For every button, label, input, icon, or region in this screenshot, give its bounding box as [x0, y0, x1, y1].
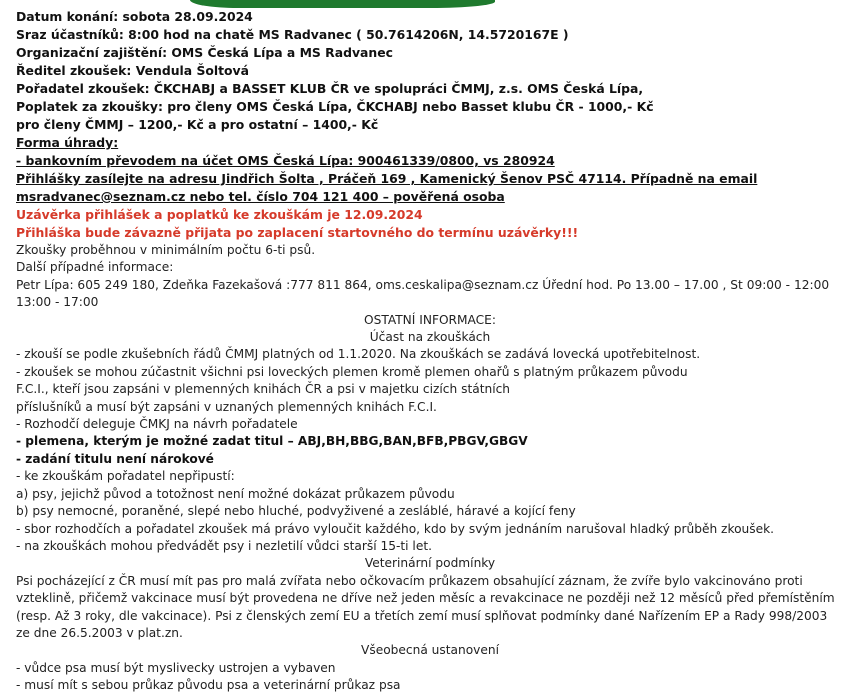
- participation-line: příslušníků a musí být zapsáni v uznaných plemenných knihách F.C.I.: [16, 399, 437, 414]
- office-hours-cont: 13:00 - 17:00: [16, 295, 99, 310]
- more-info-label: Další případné informace:: [16, 260, 174, 275]
- participation-title: Účast na zkouškách: [369, 330, 491, 345]
- participation-line: - zkouší se podle zkušebních řádů ČMMJ platných od 1.1.2020. Na zkouškách se zadává lovecká upotřebitelnost.: [16, 347, 701, 362]
- breeds-title-line: - plemena, kterým je možné zadat titul – ABJ,BH,BBG,BAN,BFB,PBGV,GBGV: [16, 434, 528, 449]
- exclusion-line: - sbor rozhodčích a pořadatel zkoušek má právo vyloučit každého, kdo by svým jednáním narušoval hladký průběh zkoušek.: [16, 521, 775, 536]
- vet-line: vzteklině, přičemž vakcinace musí být provedena ne dříve než jeden měsíc a revakcinace ne později než 12 měsíců před přemístěním: [16, 591, 835, 606]
- participation-line: F.C.I., kteří jsou zapsáni v plemenných knihách ČR a psi v majetku cizích státních: [16, 382, 511, 397]
- payment-heading: Forma úhrady:: [16, 135, 119, 150]
- vet-title: Veterinární podmínky: [364, 556, 496, 571]
- binding-notice: Přihláška bude závazně přijata po zaplacení startovného do termínu uzávěrky!!!: [16, 225, 579, 240]
- exclusion-line: b) psy nemocné, poraněné, slepé nebo hluché, podvyživené a zesláblé, háravé a kojící feny: [16, 504, 576, 519]
- min-dogs-note: Zkoušky proběhnou v minimálním počtu 6-ti psů.: [16, 243, 316, 257]
- top-banner-decoration: [190, 0, 495, 8]
- general-title: Všeobecná ustanovení: [361, 643, 499, 658]
- participation-line: - Rozhodčí deleguje ČMKJ na návrh pořadatele: [16, 417, 298, 432]
- vet-line: ze dne 26.5.2003 v plat.zn.: [16, 625, 183, 640]
- other-info-title: OSTATNÍ INFORMACE:: [364, 312, 496, 327]
- meeting-point: Sraz účastníků: 8:00 hod na chatě MS Radvanec ( 50.7614206N, 14.5720167E ): [16, 27, 569, 42]
- fee-line-1: Poplatek za zkoušky: pro členy OMS Česká Lípa, ČKCHABJ nebo Basset klubu ČR - 1000,- Kč: [16, 99, 654, 114]
- general-line: - musí mít s sebou průkaz původu psa a veterinární průkaz psa: [16, 678, 401, 693]
- application-contact: msradvanec@seznam.cz nebo tel. číslo 704 121 400 – pověřená osoba: [16, 189, 505, 204]
- title-not-claim: - zadání titulu není nárokové: [16, 451, 214, 466]
- participation-line: - zkoušek se mohou zúčastnit všichni psi loveckých plemen kromě plemen ohařů s platným průkazem původu: [16, 364, 688, 379]
- general-line: - vůdce psa musí být myslivecky ustrojen a vybaven: [16, 660, 336, 675]
- fee-line-2: pro členy ČMMJ – 1200,- Kč a pro ostatní – 1400,- Kč: [16, 117, 379, 132]
- host-clubs: Pořadatel zkoušek: ČKCHABJ a BASSET KLUB ČR ve spolupráci ČMMJ, z.s. OMS Česká Lípa,: [16, 81, 644, 96]
- vet-line: Psi pocházející z ČR musí mít pas pro malá zvířata nebo očkovacím průkazem obsahující záznam, že zvíře bylo vakcinováno proti: [16, 573, 803, 588]
- payment-bank-transfer: - bankovním převodem na účet OMS Česká Lípa: 900461339/0800, vs 280924: [16, 153, 555, 168]
- test-director: Ředitel zkoušek: Vendula Šoltová: [16, 63, 249, 78]
- deadline-notice: Uzávěrka přihlášek a poplatků ke zkouškám je 12.09.2024: [16, 207, 423, 222]
- contacts-line: Petr Lípa: 605 249 180, Zdeňka Fazekašová :777 811 864, oms.ceskalipa@seznam.cz Úřední hod. Po 13.00 – 17.00 , St 09:00 - 12:00: [16, 277, 830, 292]
- application-address: Přihlášky zasílejte na adresu Jindřich Šolta , Práčeň 169 , Kamenický Šenov PSČ 47114. Případně na email: [16, 171, 758, 186]
- exclusion-line: - ke zkouškám pořadatel nepřipustí:: [16, 469, 235, 484]
- vet-line: (resp. Až 3 roky, dle vakcinace). Psi z členských zemí EU a třetích zemí musí splňovat podmínky dané Nařízením EP a Rady 998/2003: [16, 608, 828, 623]
- exclusion-line: a) psy, jejichž původ a totožnost není možné dokázat průkazem původu: [16, 486, 455, 501]
- document-body: [16, 8, 844, 695]
- event-date: Datum konání: sobota 28.09.2024: [16, 9, 253, 24]
- organizer: Organizační zajištění: OMS Česká Lípa a MS Radvanec: [16, 45, 393, 60]
- exclusion-line: - na zkouškách mohou předvádět psy i nezletilí vůdci starší 15-ti let.: [16, 538, 432, 553]
